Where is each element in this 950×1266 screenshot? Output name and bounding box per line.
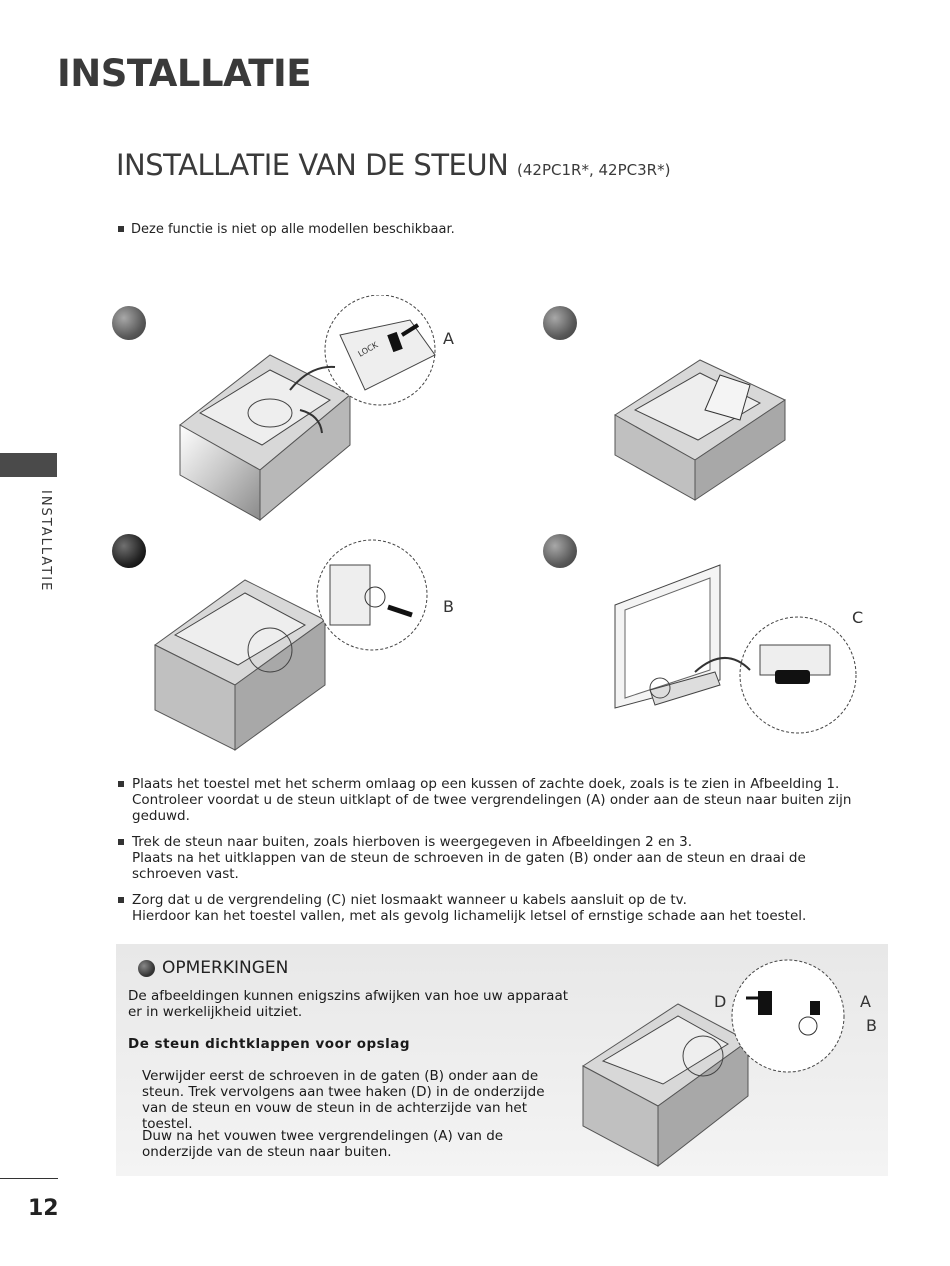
page-number: 12 — [28, 1196, 59, 1221]
instructions-list — [118, 776, 878, 934]
availability-text: Deze functie is niet op alle modellen beschikbaar. — [131, 222, 455, 237]
bullet-icon — [118, 839, 124, 845]
notes-paragraph-2: Duw na het vouwen twee vergrendelingen (A) van de onderzijde van de steun naar buiten. — [142, 1128, 504, 1160]
availability-note — [118, 222, 455, 237]
side-tab-label: INSTALLATIE — [38, 490, 53, 593]
section-title-text: INSTALLATIE VAN DE STEUN — [116, 148, 509, 182]
step-3-marker — [112, 534, 146, 568]
callout-c-fig4: C — [852, 608, 864, 627]
section-models: (42PC1R*, 42PC3R*) — [517, 161, 671, 179]
callout-a-notes: A — [860, 992, 871, 1011]
list-item — [118, 834, 878, 882]
figure-4-lock-c — [610, 560, 860, 740]
step-2-marker — [543, 306, 577, 340]
instruction-2-line2: Plaats na het uitklappen van de steun de schroeven in de gaten (B) onder aan de steun en draai de schroeven vast. — [132, 850, 806, 882]
bullet-icon — [118, 781, 124, 787]
figure-5-fold-stand — [578, 956, 878, 1172]
step-1-marker — [112, 306, 146, 340]
figure-3-screws — [150, 535, 440, 760]
side-tab-marker — [0, 453, 57, 477]
page-title: INSTALLATIE — [57, 52, 312, 95]
notes-box — [116, 944, 888, 1176]
notes-heading — [138, 958, 288, 978]
notes-intro: De afbeeldingen kunnen enigszins afwijken van hoe uw apparaat er in werkelijkheid uitziet. — [128, 988, 569, 1020]
callout-a-fig1: A — [443, 329, 454, 348]
step-4-marker — [543, 534, 577, 568]
bullet-icon — [118, 226, 124, 232]
instruction-3-line2: Hierdoor kan het toestel vallen, met als gevolg lichamelijk letsel of ernstige schade aan het toestel. — [132, 908, 807, 924]
callout-b-notes: B — [866, 1016, 877, 1035]
instruction-2-line1: Trek de steun naar buiten, zoals hierboven is weergegeven in Afbeeldingen 2 en 3. — [132, 834, 692, 850]
figure-1-stand-lock — [170, 295, 450, 525]
list-item — [118, 776, 878, 824]
section-title — [116, 148, 670, 182]
notes-bullet-icon — [138, 960, 155, 977]
notes-subheading: De steun dichtklappen voor opslag — [128, 1036, 411, 1052]
instruction-3-line1: Zorg dat u de vergrendeling (C) niet losmaakt wanneer u kabels aansluit op de tv. — [132, 892, 687, 908]
bullet-icon — [118, 897, 124, 903]
callout-d-notes: D — [714, 992, 727, 1011]
list-item — [118, 892, 878, 924]
notes-paragraph-1: Verwijder eerst de schroeven in de gaten (B) onder aan de steun. Trek vervolgens aan twee haken (D) in de onderzijde van de steun en vouw de steun in de achterzijde van het toestel. — [142, 1068, 545, 1132]
footer-divider — [0, 1178, 58, 1179]
instruction-1-line1: Plaats het toestel met het scherm omlaag op een kussen of zachte doek, zoals is te zien in Afbeelding 1. — [132, 776, 840, 792]
figure-2-stand-out — [610, 345, 790, 505]
instruction-1-line2: Controleer voordat u de steun uitklapt of de twee vergrendelingen (A) onder aan de steun naar buiten zijn geduwd. — [132, 792, 852, 824]
lock-label: LOCK — [356, 340, 380, 359]
callout-b-fig3: B — [443, 597, 454, 616]
notes-heading-text: OPMERKINGEN — [162, 958, 289, 978]
